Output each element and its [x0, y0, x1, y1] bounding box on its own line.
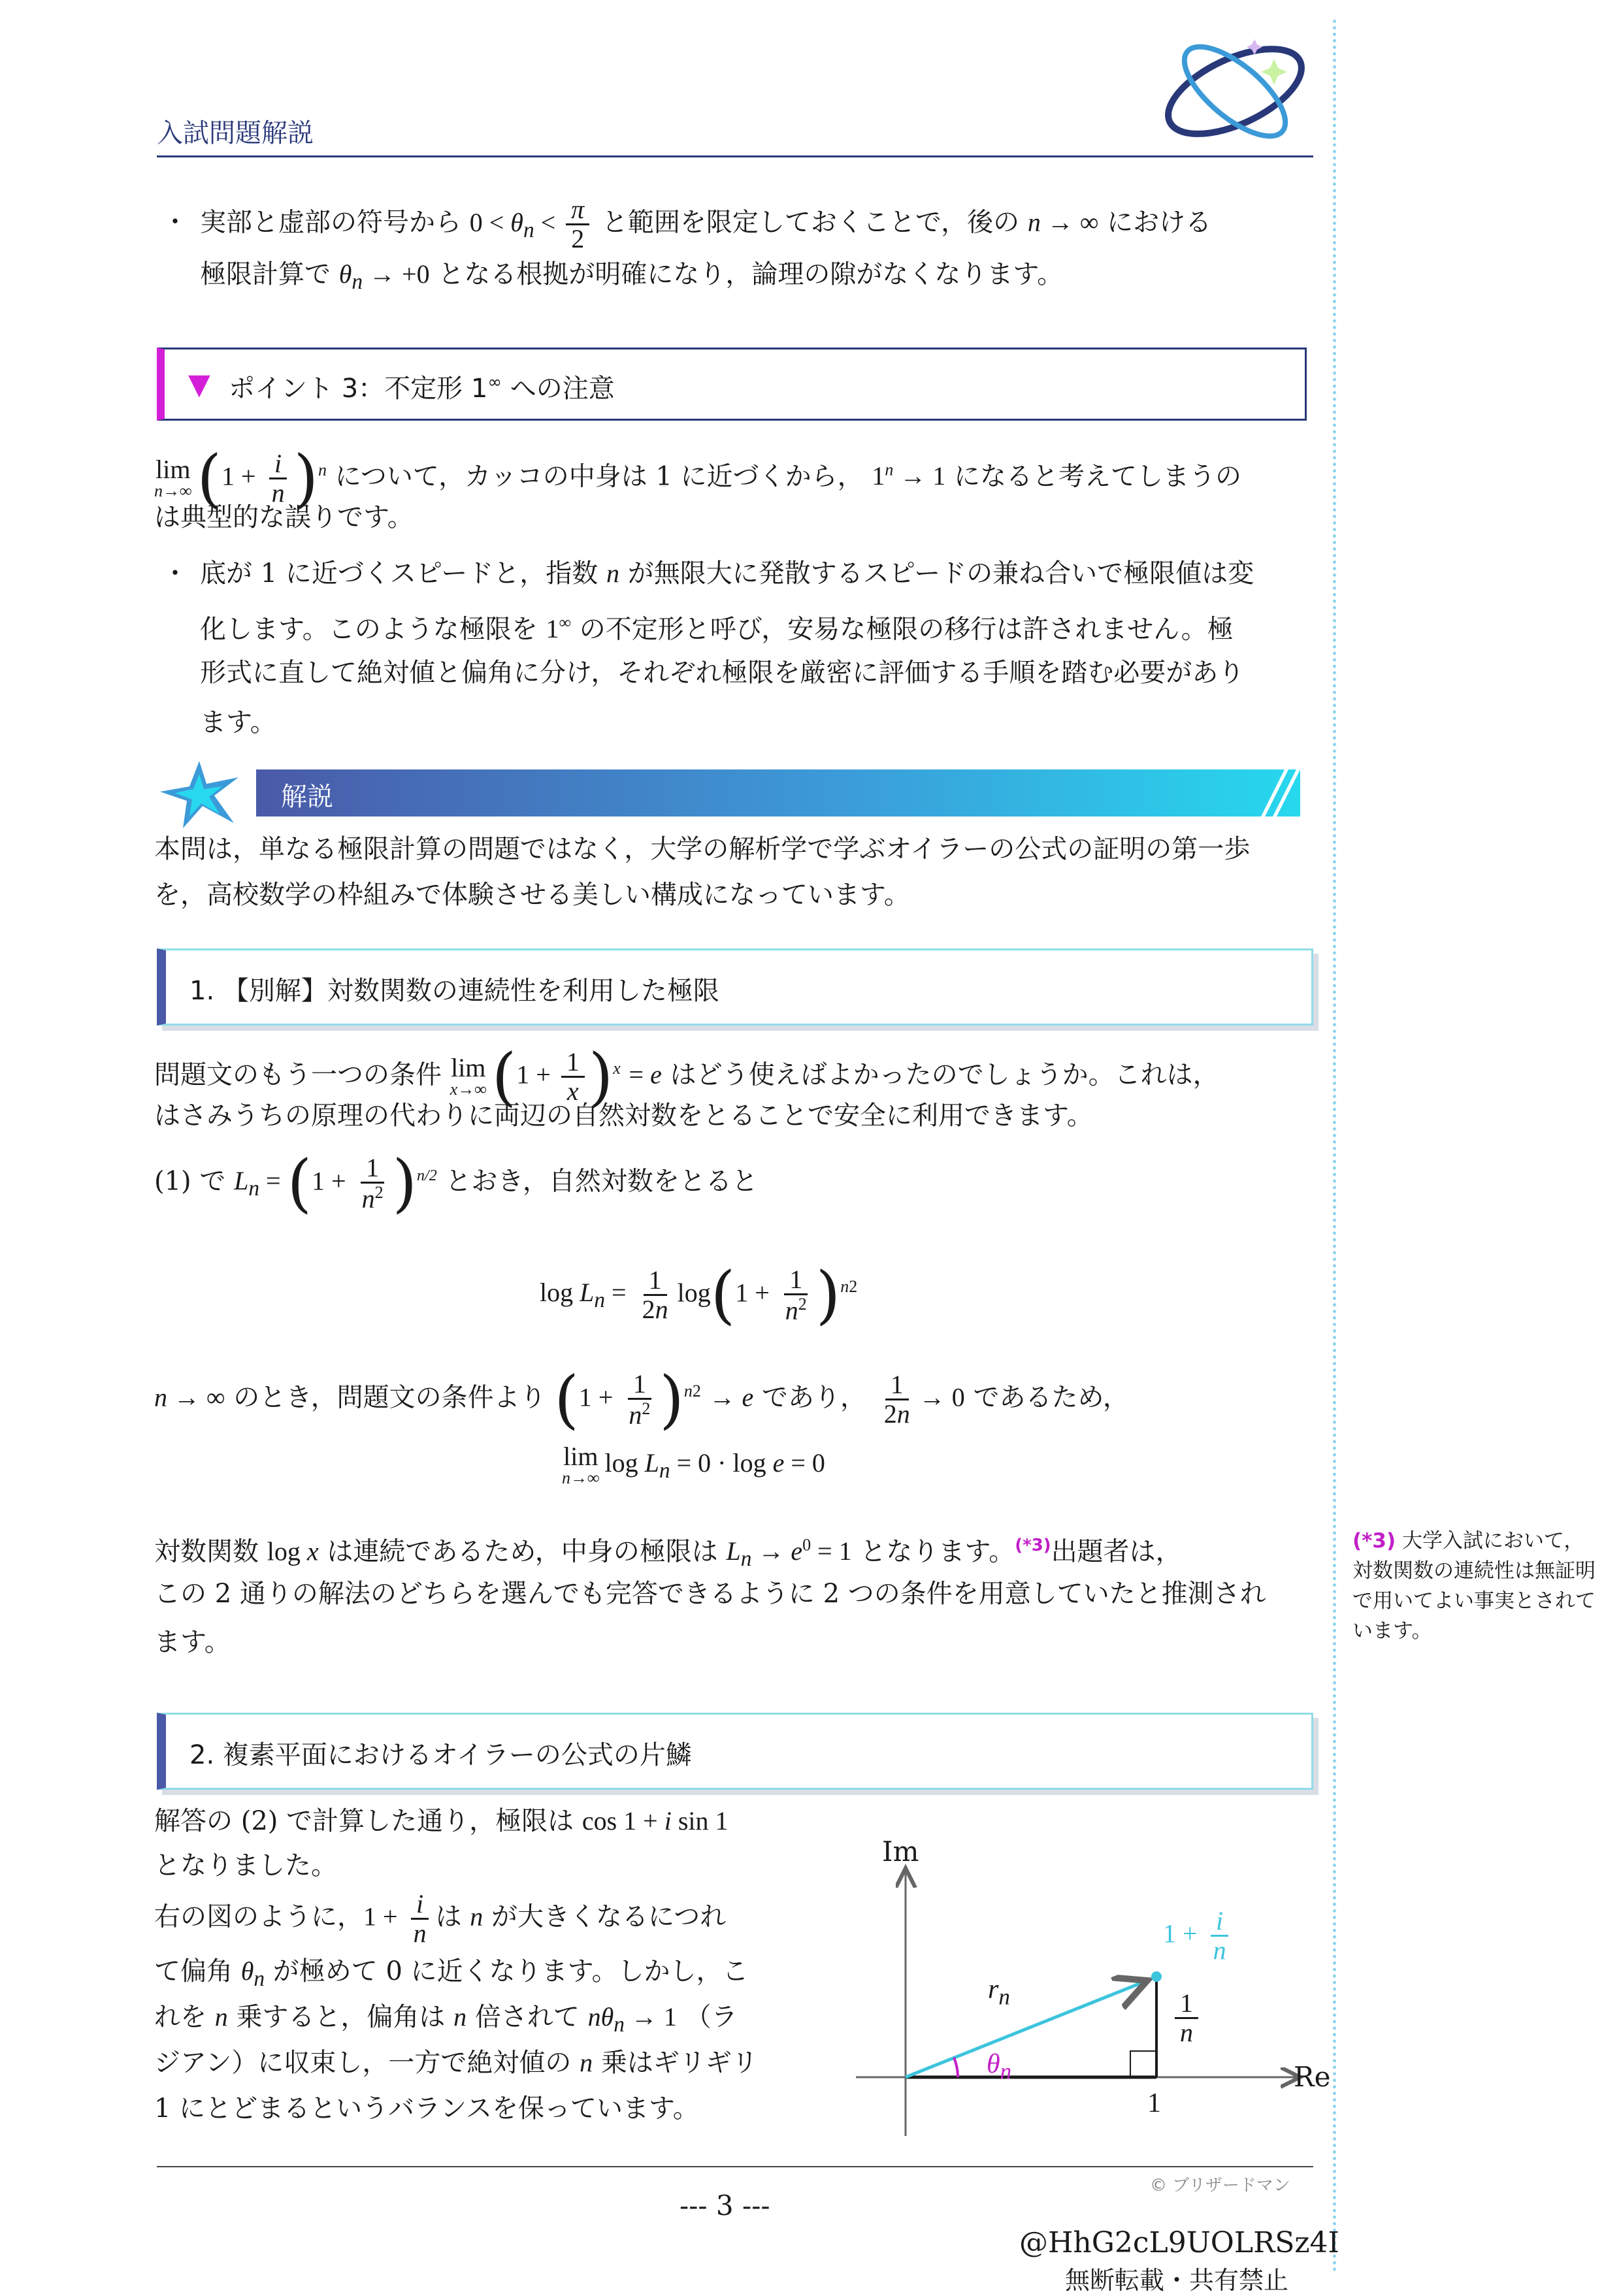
point3-line-2: は典型的な誤りです。	[154, 502, 414, 532]
no-reprint-notice: 無断転載・共有禁止	[1065, 2266, 1289, 2295]
sec2-line-4: て偏角 $\theta_n$ が極めて 0 に近くなります。しかし，こ	[154, 1956, 749, 1991]
slash-stripes-icon	[1248, 769, 1300, 817]
copyright: © ブリザードマン	[1150, 2176, 1290, 2195]
formula-lim-log-Ln: lim n→∞ $\log L_n = 0 \cdot \log e = 0$	[562, 1442, 825, 1487]
bullet-marker: ・	[162, 558, 188, 589]
sec1-line-8: この 2 通りの解法のどちらを選んでも完答できるように 2 つの条件を用意していたと推測され	[154, 1579, 1266, 1609]
height-label: $\frac{1}{n}$	[1171, 1990, 1202, 2046]
r-label: $r_n$	[988, 1975, 1010, 2010]
point-label: 1 + $\frac{i}{n}$	[1163, 1907, 1236, 1964]
side-note-3	[1352, 1526, 1601, 1646]
point3-bullet-4: ます。	[200, 707, 276, 737]
header-rule	[157, 155, 1313, 157]
formula-log-Ln: $\log L_n$ = $\frac{1}{2n}$ log(1 + $\frac{1}{n^2}$ )$^{n2}$	[540, 1258, 858, 1332]
right-angle-mark	[1130, 2051, 1156, 2077]
bullet-marker: ・	[162, 207, 188, 237]
sec2-line-1: 解答の (2) で計算した通り，極限は cos 1 + i sin 1	[154, 1806, 729, 1836]
one-label: 1	[1147, 2088, 1161, 2118]
theta-label: $\theta_n$	[987, 2049, 1012, 2084]
sec2-line-5: れを n 乗すると，偏角は n 倍されて $n\theta_n \to 1$ （ラ	[154, 2002, 738, 2037]
intro-line-1: 実部と虚部の符号から $0 < \theta_n$ < $\frac{\pi}{2}$ と範囲を限定しておくことで，後の n → ∞ における	[200, 195, 1212, 253]
intro-line-2: 極限計算で $\theta_n \to +0$ となる根拠が明確になり，論理の隙がなくなります。	[200, 259, 1064, 294]
orbit-logo-icon	[1156, 20, 1313, 150]
angle-arc	[954, 2058, 958, 2077]
point3-bullet-1: 底が 1 に近づくスピードと，指数 n が無限大に発散するスピードの兼ね合いで極限値は変	[200, 558, 1254, 589]
sec1-line-9: ます。	[154, 1627, 231, 1657]
kaisetsu-line-1: 本問は，単なる極限計算の問題ではなく，大学の解析学で学ぶオイラーの公式の証明の第一歩	[154, 834, 1251, 864]
page-number: --- 3 ---	[680, 2190, 770, 2222]
point3-bullet-2: 化します。このような極限を 1∞ の不定形と呼び，安易な極限の移行は許されません。極	[200, 613, 1234, 645]
sec2-line-6: ジアン）に収束し，一方で絶対値の n 乗はギリギリ	[154, 2048, 758, 2078]
triangle-down-icon: ▼	[188, 368, 210, 401]
section-2-title: 2. 複素平面におけるオイラーの公式の片鱗	[189, 1740, 692, 1770]
point-3-title: ポイント 3：不定形 1∞ への注意	[229, 372, 615, 404]
side-note-ref: (*3)	[1352, 1529, 1396, 1553]
sec1-line-5: n → ∞ のとき，問題文の条件より (1 + $\frac{1}{n^2}$ )$^{n2}$ → e であり， $\frac{1}{2n}$ → 0 であるため，	[154, 1363, 1129, 1436]
footer-rule	[157, 2166, 1313, 2167]
sec2-line-3: 右の図のように，1 + $\frac{i}{n}$ は n が大きくなるにつれ	[154, 1889, 727, 1948]
point-3-box	[157, 348, 1307, 421]
kaisetsu-label: 解説	[281, 782, 333, 812]
re-label: Re	[1294, 2061, 1331, 2093]
point3-bullet-3: 形式に直して絶対値と偏角に分け，それぞれ極限を厳密に評価する手順を踏む必要があり	[200, 658, 1245, 688]
sec1-line-1: 問題文のもう一つの条件 lim x→∞ (1 + $\frac{1}{x}$ )$^x$ = e はどう使えばよかったのでしょうか。これは，	[154, 1040, 1219, 1114]
author-handle: @HhG2cL9UOLRSz4I	[1019, 2226, 1339, 2259]
section-2-box	[157, 1713, 1313, 1790]
section-1-box	[157, 948, 1313, 1026]
sec1-line-3: (1) で $L_n = (1$ + $\frac{1}{n^2}$ )$^{n/2}$ とおき，自然対数をとると	[154, 1146, 758, 1220]
section-1-title: 1. 【別解】対数関数の連続性を利用した極限	[189, 976, 719, 1006]
vector-arrow	[906, 1981, 1147, 2077]
footnote-ref-3[interactable]: (*3)	[1015, 1536, 1051, 1555]
point3-line-1: lim n→∞ (1 + $\frac{i}{n}$ )$^n$ について，カッコの中身は 1 に近づくから， $1^n \to 1$ になると考えてしまうの	[154, 442, 1242, 515]
sec2-line-7: 1 にとどまるというバランスを保っています。	[154, 2094, 699, 2124]
sec1-line-2: はさみうちの原理の代わりに両辺の自然対数をとることで安全に利用できます。	[154, 1101, 1093, 1131]
complex-plane-figure	[843, 1835, 1346, 2149]
logo	[1156, 20, 1313, 150]
sec1-line-7: 対数関数 log x は連続であるため，中身の極限は $L_n \to e^0 = 1$ となります。$^{(*3)}$出題者は，	[154, 1536, 1182, 1572]
header-title: 入試問題解説	[157, 118, 314, 148]
point-marker	[1151, 1971, 1162, 1982]
kaisetsu-line-2: を，高校数学の枠組みで体験させる美しい構成になっています。	[154, 880, 910, 910]
kaisetsu-banner	[256, 769, 1300, 817]
sec2-line-2: となりました。	[154, 1851, 337, 1881]
side-note-text: 大学入試において，対数関数の連続性は無証明で用いてよい事実とされています。	[1352, 1529, 1596, 1643]
im-label: Im	[882, 1835, 919, 1868]
